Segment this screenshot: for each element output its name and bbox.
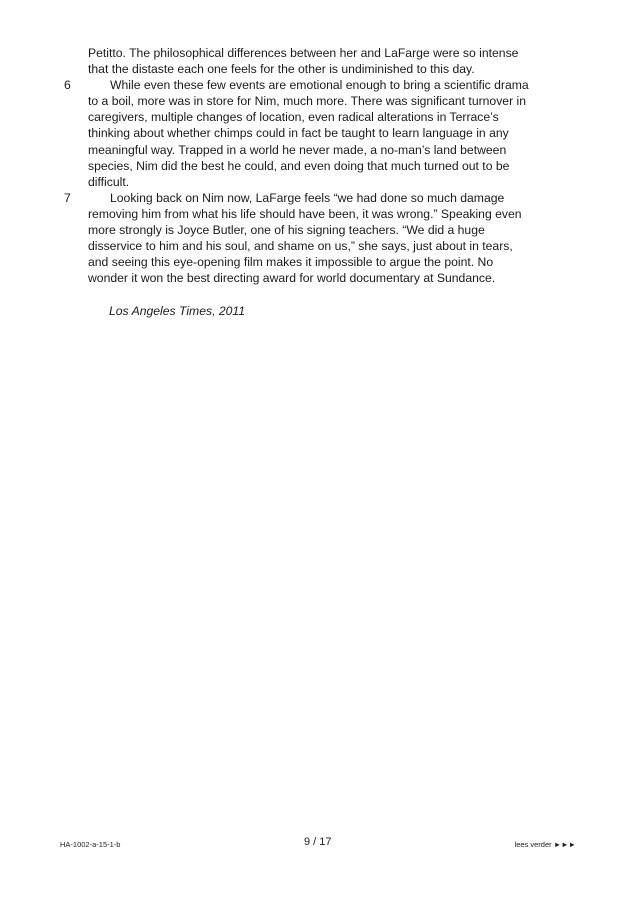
paragraph-6 bbox=[64, 77, 588, 190]
text-line: removing him from what his life should have been, it was wrong.” Speaking even bbox=[88, 206, 522, 221]
paragraph-7 bbox=[64, 190, 588, 287]
paragraph-number: 6 bbox=[64, 78, 71, 93]
text-line: to a boil, more was in store for Nim, much more. There was significant turnover in bbox=[88, 94, 527, 109]
text-line: wonder it won the best directing award for world documentary at Sundance. bbox=[88, 271, 496, 286]
article-text bbox=[64, 45, 588, 286]
text-line: more strongly is Joyce Butler, one of his signing teachers. “We did a huge bbox=[88, 223, 485, 238]
exam-code: HA-1002-a-15-1-b bbox=[60, 840, 121, 849]
paragraph-number: 7 bbox=[64, 190, 71, 205]
text-line: While even these few events are emotional enough to bring a scientific drama bbox=[110, 78, 529, 93]
text-line: caregivers, multiple changes of location, even radical alterations in Terrace’s bbox=[88, 110, 499, 125]
text-line: that the distaste each one feels for the other is undiminished to this day. bbox=[88, 62, 475, 77]
text-line: species, Nim did the best he could, and even doing that much turned out to be bbox=[88, 158, 510, 173]
source-citation: Los Angeles Times, 2011 bbox=[109, 304, 246, 318]
text-line: meaningful way. Trapped in a world he never made, a no-man’s land between bbox=[88, 142, 507, 157]
continue-label: lees verder ►►► bbox=[514, 840, 576, 849]
paragraph-5-continuation bbox=[88, 45, 588, 77]
text-line: Petitto. The philosophical differences between her and LaFarge were so intense bbox=[88, 46, 519, 60]
text-line: Looking back on Nim now, LaFarge feels “we had done so much damage bbox=[110, 190, 505, 205]
text-line: thinking about whether chimps could in fact be taught to learn language in any bbox=[88, 126, 509, 141]
text-line: difficult. bbox=[88, 174, 130, 189]
page-number: 9 / 17 bbox=[304, 836, 332, 848]
text-line: and seeing this eye-opening film makes it impossible to argue the point. No bbox=[88, 255, 494, 270]
text-line: disservice to him and his soul, and shame on us,” she says, just about in tears, bbox=[88, 239, 513, 254]
